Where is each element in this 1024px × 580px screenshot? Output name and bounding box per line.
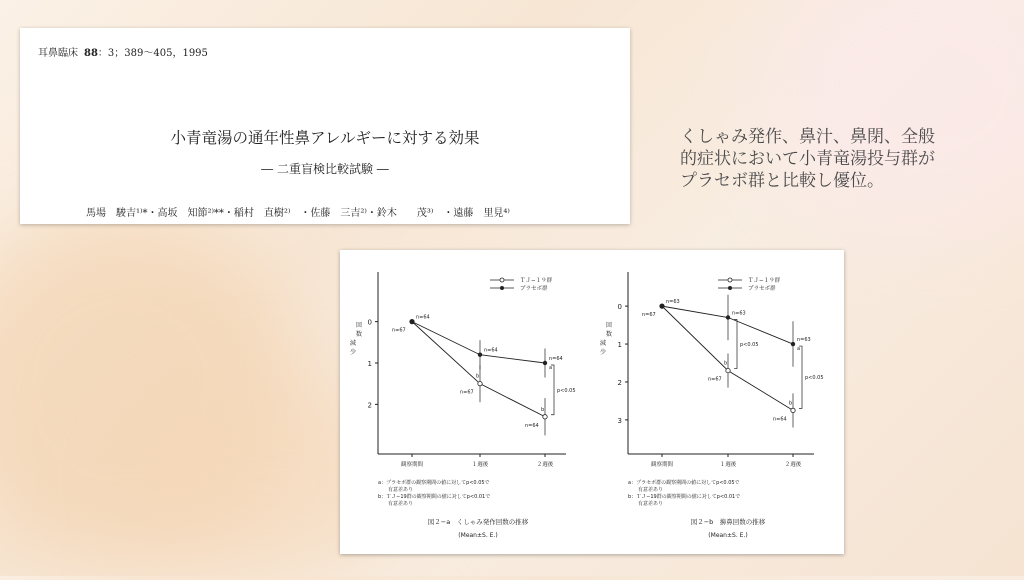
significance-bracket — [551, 365, 554, 415]
figure-footnote: 有意差あり — [378, 501, 414, 507]
y-tick-label: 1 — [617, 341, 622, 350]
significance-tag: b — [476, 373, 480, 380]
y-axis-label: 少 — [349, 349, 357, 356]
figure-footnote: 有意差あり — [628, 501, 664, 507]
x-tick-label: 観察期間 — [650, 462, 674, 468]
summary-line: プラセボ群と比較し優位。 — [680, 171, 884, 191]
background-glow — [760, 0, 1024, 240]
n-label: n=67 — [460, 389, 474, 396]
legend-marker-open — [500, 278, 504, 282]
figure-image — [340, 250, 844, 554]
y-axis-label: 減 — [599, 340, 607, 347]
journal-name: 耳鼻臨床 — [38, 48, 78, 59]
paper-header-image — [20, 28, 630, 224]
significance-tag: a — [797, 346, 801, 353]
legend-marker-filled — [500, 286, 504, 290]
x-tick-label: ２週後 — [784, 462, 802, 468]
y-tick-label: 2 — [367, 401, 372, 410]
journal-pages: ：3；389〜405，1995 — [97, 48, 208, 59]
y-axis-label: 減 — [349, 340, 357, 347]
p-value-label: p<0.05 — [557, 387, 576, 394]
x-tick-label: 観察期間 — [400, 462, 424, 468]
y-tick-label: 0 — [617, 303, 622, 312]
significance-bracket — [734, 320, 737, 369]
n-label: n=67 — [642, 312, 656, 319]
figure-caption-sub: (Mean±S. E.) — [708, 532, 748, 539]
significance-bracket — [799, 346, 802, 408]
figure-charts — [340, 250, 844, 554]
data-point-filled — [543, 361, 547, 365]
legend-label: プラセボ群 — [520, 286, 548, 292]
series-line — [662, 306, 793, 410]
legend-label: プラセボ群 — [748, 286, 776, 292]
legend-label: ＴＪ−１９群 — [748, 278, 781, 284]
x-tick-label: １週後 — [471, 462, 489, 468]
legend-marker-open — [728, 278, 732, 282]
figure-caption: 図２−b 擤鼻回数の推移 — [690, 518, 766, 526]
y-tick-label: 2 — [617, 378, 622, 387]
data-point-filled — [726, 315, 730, 319]
data-point-filled — [478, 353, 482, 357]
y-tick-label: 0 — [367, 318, 372, 327]
data-point-filled — [791, 342, 795, 346]
n-label: n=64 — [484, 347, 498, 354]
n-label: n=64 — [549, 356, 563, 362]
data-point-open — [478, 381, 482, 385]
figure-caption-sub: (Mean±S. E.) — [458, 532, 498, 539]
significance-tag: a — [549, 365, 553, 371]
legend-marker-filled — [728, 286, 732, 290]
chart-panel-1 — [350, 272, 576, 539]
significance-tag: b — [724, 360, 728, 367]
n-label: n=63 — [797, 337, 811, 344]
figure-footnote: 有意差あり — [378, 487, 414, 493]
series-line — [412, 322, 545, 363]
y-tick-label: 3 — [617, 416, 622, 425]
n-label: n=67 — [708, 376, 722, 383]
y-axis-label: 回 — [605, 322, 613, 329]
series-line — [412, 322, 545, 417]
summary-text — [680, 126, 1000, 192]
paper-subtitle: ― 二重盲検比較試験 ― — [261, 162, 389, 176]
summary-line: くしゃみ発作、鼻汁、鼻閉、全般 — [680, 127, 935, 147]
n-label: n=63 — [666, 299, 680, 306]
chart-panel-2 — [600, 272, 824, 539]
data-point-filled — [410, 319, 414, 323]
n-label: n=67 — [392, 327, 406, 334]
significance-tag: b — [789, 400, 793, 407]
y-axis-label: 数 — [605, 331, 613, 338]
figure-footnote: 有意差あり — [628, 487, 664, 493]
data-point-open — [543, 415, 547, 419]
legend-label: ＴＪ−１９群 — [520, 278, 553, 284]
p-value-label: p<0.05 — [740, 342, 759, 349]
figure-caption: 図２−a くしゃみ発作回数の推移 — [427, 518, 529, 526]
summary-line: 的症状において小青竜湯投与群が — [680, 149, 935, 169]
data-point-filled — [660, 304, 664, 308]
y-axis-label: 数 — [355, 331, 363, 338]
figure-footnote: b：ＴＪ−19群の観察期間の値に対してp<0.01で — [378, 494, 491, 500]
paper-authors: 馬場 駿吉¹⁾*・高坂 知節²⁾**・稲村 直樹²⁾ ・佐藤 三吉²⁾・鈴木 茂³⁾ ・遠藤 里見⁴⁾ — [86, 208, 510, 219]
significance-tag: b — [541, 406, 545, 413]
paper-title: 小青竜湯の通年性鼻アレルギーに対する効果 — [170, 129, 480, 147]
data-point-open — [726, 368, 730, 372]
n-label: n=64 — [773, 416, 787, 423]
figure-footnote: a：プラセボ群の観察期間の値に対してp<0.05で — [378, 480, 490, 486]
y-tick-label: 1 — [367, 360, 372, 368]
journal-reference — [38, 44, 208, 59]
n-label: n=64 — [525, 422, 539, 429]
data-point-open — [791, 408, 795, 412]
x-tick-label: ２週後 — [536, 462, 554, 468]
x-tick-label: １週後 — [719, 462, 737, 468]
figure-footnote: b：ＴＪ−19群の観察期間の値に対してp<0.01で — [628, 494, 741, 500]
y-axis-label: 回 — [355, 322, 363, 329]
n-label: n=63 — [732, 310, 746, 317]
n-label: n=64 — [416, 314, 430, 321]
journal-volume: 88 — [84, 48, 98, 59]
figure-footnote: a：プラセボ群の観察期間の値に対してp<0.05で — [628, 480, 740, 486]
p-value-label: p<0.05 — [805, 375, 824, 382]
y-axis-label: 少 — [599, 349, 607, 356]
